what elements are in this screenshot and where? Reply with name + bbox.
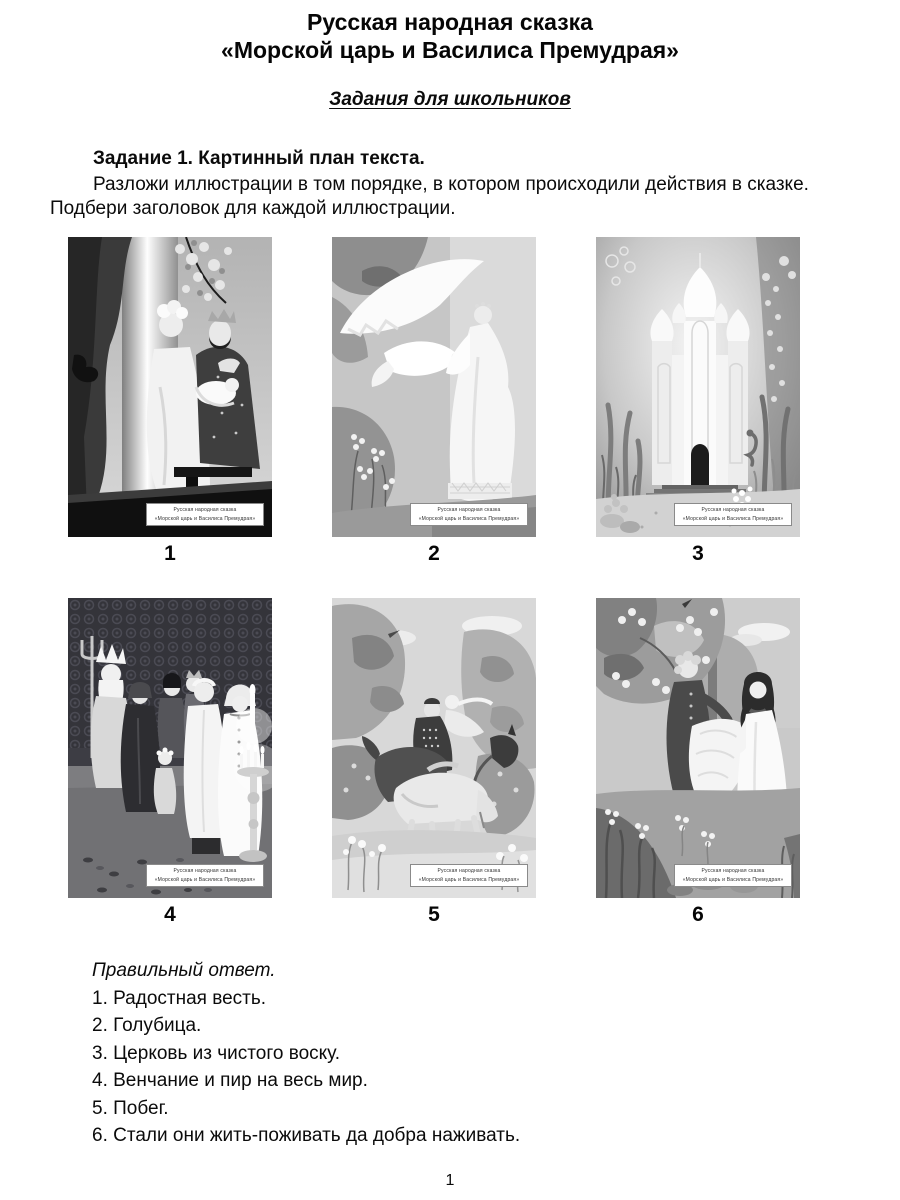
answer-item-2: 2. Голубица. [92,1015,202,1036]
illustration-1-number: 1 [164,542,176,565]
illustration-5-number: 5 [428,903,440,926]
plate-caption-line2: «Морской царь и Василиса Премудрая» [682,515,784,522]
illustration-2 [332,237,536,566]
answer-item-3: 3. Церковь из чистого воску. [92,1042,341,1064]
plate-caption [146,864,264,887]
illustration-6-plate [596,598,800,898]
plate-caption [410,503,528,526]
answers-section [92,957,852,1150]
illustration-6-art [596,598,800,898]
plate-caption-line1: Русская народная сказка [173,868,237,874]
illustration-grid [68,237,900,927]
illustration-3-number: 3 [692,542,704,565]
plate-caption [674,864,792,887]
illustration-4 [68,598,272,927]
illustration-6-number: 6 [692,903,704,926]
plate-caption [146,503,264,526]
illustration-6 [596,598,800,927]
title-line-2: «Морской царь и Василиса Премудрая» [221,37,679,63]
answer-item-1: 1. Радостная весть. [92,987,267,1009]
illustration-4-art [68,598,272,898]
illustration-3 [596,237,800,566]
illustration-5 [332,598,536,927]
answer-item-6: 6. Стали они жить-поживать да добра наживать. [92,1125,521,1146]
plate-caption-line1: Русская народная сказка [701,868,765,874]
plate-caption-line2: «Морской царь и Василиса Премудрая» [154,876,256,883]
illustration-3-art [596,237,800,537]
plate-caption-line1: Русская народная сказка [437,507,501,513]
plate-caption-line1: Русская народная сказка [701,507,765,513]
illustration-3-plate [596,237,800,537]
answers-heading: Правильный ответ. [92,960,276,981]
plate-caption-line1: Русская народная сказка [437,868,501,874]
task-heading: Задание 1. Картинный план текста. [93,148,425,169]
plate-caption [410,864,528,887]
illustration-1-art [68,237,272,537]
illustration-5-plate [332,598,536,898]
page-title [0,8,900,64]
illustration-2-plate [332,237,536,537]
title-line-1: Русская народная сказка [307,9,593,35]
answer-item-4: 4. Венчание и пир на весь мир. [92,1070,368,1091]
page-number: 1 [445,1172,455,1189]
illustration-5-art [332,598,536,898]
plate-caption-line2: «Морской царь и Василиса Премудрая» [154,515,256,522]
plate-caption-line2: «Морской царь и Василиса Премудрая» [418,876,520,883]
illustration-4-plate [68,598,272,898]
illustration-1-plate [68,237,272,537]
illustration-2-number: 2 [428,542,440,565]
plate-caption-line1: Русская народная сказка [173,507,237,513]
illustration-4-number: 4 [164,903,176,926]
page-subtitle: Задания для школьников [329,89,571,110]
illustration-2-art [332,237,536,537]
plate-caption-line2: «Морской царь и Василиса Премудрая» [682,876,784,883]
plate-caption [674,503,792,526]
plate-caption-line2: «Морской царь и Василиса Премудрая» [418,515,520,522]
task-instructions: Разложи иллюстрации в том порядке, в котором происходили действия в сказке. Подбери заголовок для каждой иллюстрации. [50,174,809,219]
illustration-1 [68,237,272,566]
answer-item-5: 5. Побег. [92,1097,169,1119]
